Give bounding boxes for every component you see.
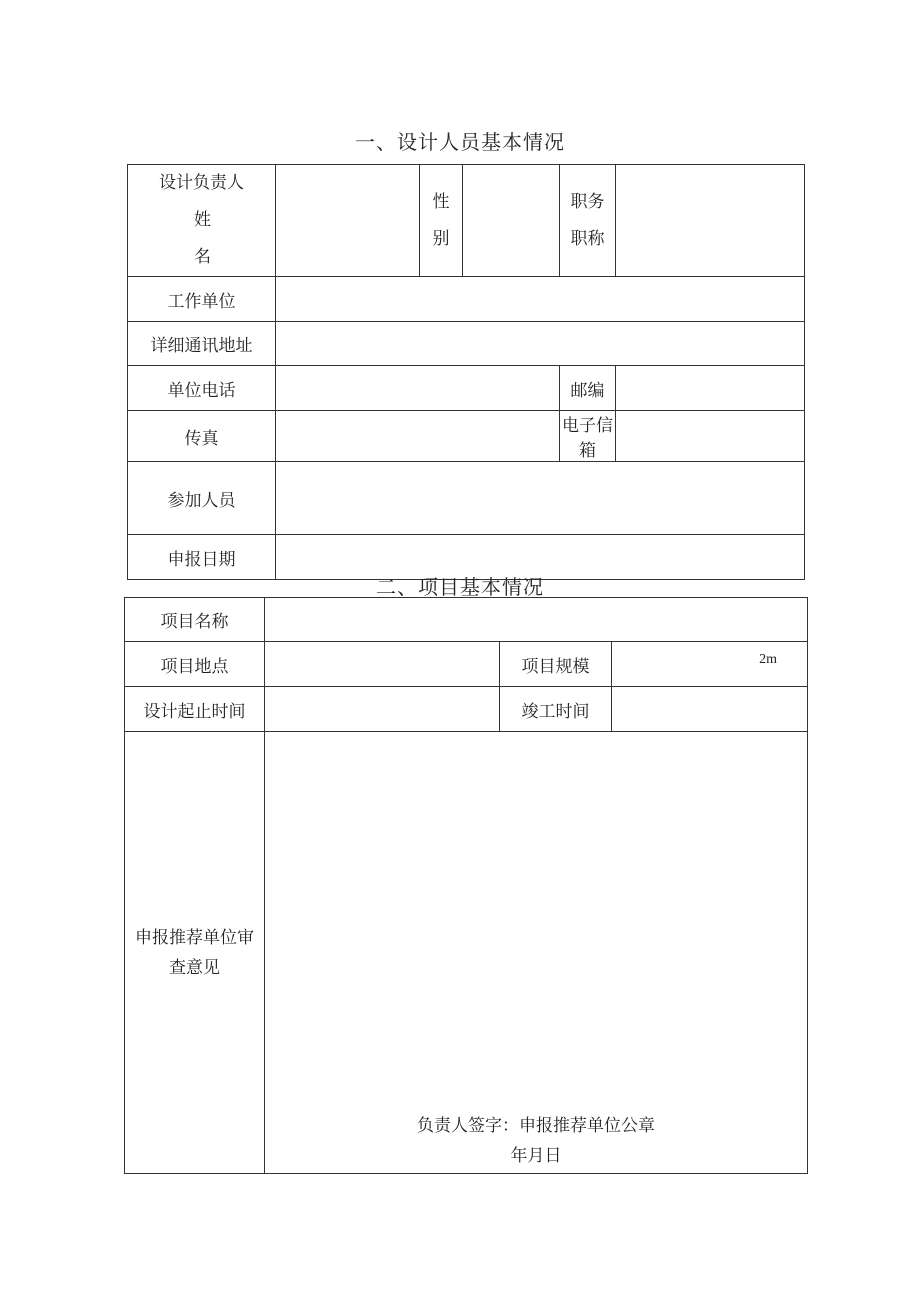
project-scale-field[interactable] <box>612 642 808 687</box>
email-label: 电子信箱 <box>560 411 616 462</box>
unit-phone-label: 单位电话 <box>128 366 276 411</box>
work-unit-field[interactable] <box>276 277 805 322</box>
project-name-field[interactable] <box>265 598 808 642</box>
postcode-label: 邮编 <box>560 366 616 411</box>
address-field[interactable] <box>276 322 805 366</box>
signature-block <box>265 1111 807 1171</box>
position-field[interactable] <box>616 165 805 277</box>
project-name-label: 项目名称 <box>125 598 265 642</box>
project-location-field[interactable] <box>265 642 500 687</box>
designer-name-field[interactable] <box>276 165 420 277</box>
designer-name-label: 设计负责人 姓 名 <box>128 165 276 277</box>
signature-line: 负责人签字：申报推荐单位公章 <box>417 1116 655 1136</box>
fax-field[interactable] <box>276 411 560 462</box>
opinion-label: 申报推荐单位审 查意见 <box>125 732 265 1174</box>
opinion-field[interactable] <box>265 732 808 1174</box>
design-period-label: 设计起止时间 <box>125 687 265 732</box>
gender-label: 性 别 <box>420 165 463 277</box>
project-info-table <box>124 597 808 1174</box>
participants-field[interactable] <box>276 462 805 535</box>
project-location-label: 项目地点 <box>125 642 265 687</box>
postcode-field[interactable] <box>616 366 805 411</box>
date-line: 年月日 <box>510 1146 562 1166</box>
project-scale-label: 项目规模 <box>500 642 612 687</box>
position-label: 职务 职称 <box>560 165 616 277</box>
project-scale-unit: 2m <box>759 652 778 667</box>
section2-title: 二、项目基本情况 <box>376 575 544 599</box>
completion-field[interactable] <box>612 687 808 732</box>
address-label: 详细通讯地址 <box>128 322 276 366</box>
unit-phone-field[interactable] <box>276 366 560 411</box>
designer-info-table <box>127 164 805 580</box>
gender-field[interactable] <box>463 165 560 277</box>
work-unit-label: 工作单位 <box>128 277 276 322</box>
completion-label: 竣工时间 <box>500 687 612 732</box>
participants-label: 参加人员 <box>128 462 276 535</box>
design-period-field[interactable] <box>265 687 500 732</box>
fax-label: 传真 <box>128 411 276 462</box>
apply-date-label: 申报日期 <box>128 535 276 580</box>
section1-title: 一、设计人员基本情况 <box>355 130 565 154</box>
email-field[interactable] <box>616 411 805 462</box>
